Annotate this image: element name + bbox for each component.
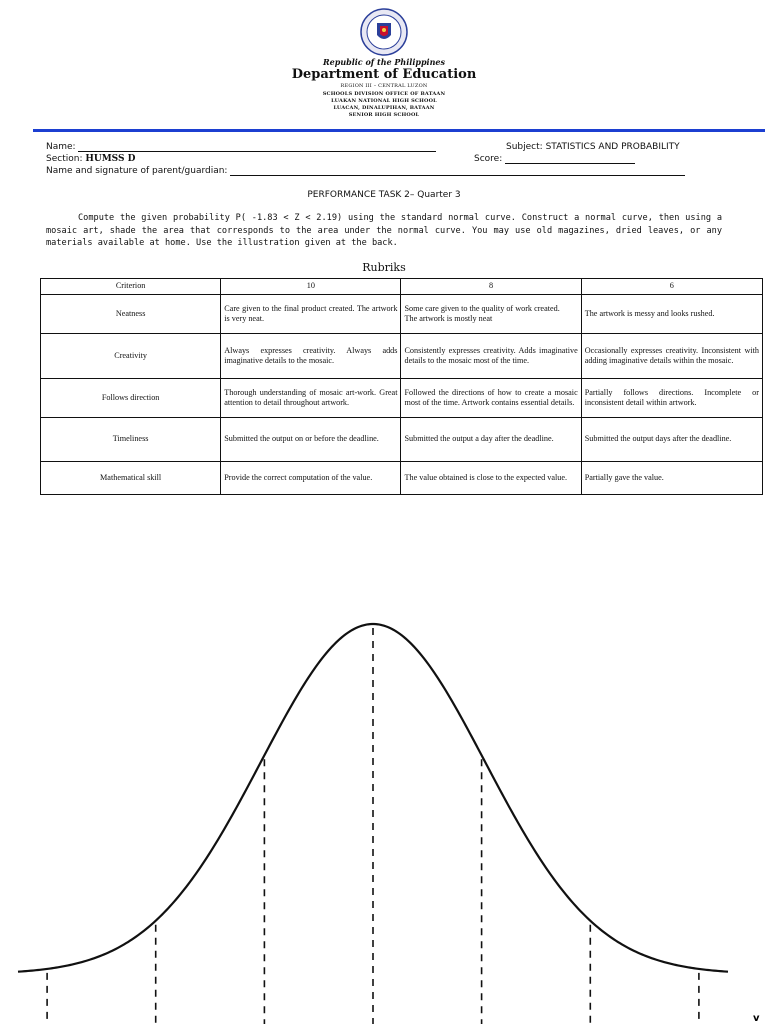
rubric-row [41,379,763,418]
score-row [474,154,635,164]
rubric-header-criterion: Criterion [41,279,221,295]
subject-row [506,142,680,152]
republic-line: Republic of the Philippines [322,57,445,67]
score-10-cell: Care given to the final product created. The artwork is very neat. [221,295,401,334]
parent-label: Name and signature of parent/guardian: [46,166,228,176]
address-line: LUACAN, DINALUPIHAN, BATAAN [333,105,435,111]
name-label: Name: [46,142,76,152]
rubric-table [40,278,763,495]
rubric-row [41,334,763,379]
task-instructions: Compute the given probability P( -1.83 < Z < 2.19) using the standard normal curve. Construct a normal curve, then using a mosaic art, shade the area that corresponds to the area under the normal curve. You may use old magazines, dried leaves, or any materials available at home. Use the illustration given at the back. [46,213,722,248]
section-value: HUMSS D [85,154,136,164]
deped-seal-logo [360,8,408,56]
criterion-cell: Mathematical skill [41,462,221,495]
level-line: SENIOR HIGH SCHOOL [348,112,420,118]
task-title: PERFORMANCE TASK 2– Quarter 3 [307,190,461,200]
score-label: Score: [474,154,503,164]
name-row [46,142,436,152]
name-blank[interactable] [78,142,436,152]
criterion-cell: Follows direction [41,379,221,418]
standard-deviation-dashed-lines [47,628,699,1024]
score-blank[interactable] [505,154,635,164]
header-divider [33,129,765,132]
score-10-cell: Thorough understanding of mosaic art-work. Great attention to detail throughout artwork. [221,379,401,418]
division-line: SCHOOLS DIVISION OFFICE OF BATAAN [322,91,446,97]
criterion-cell: Timeliness [41,418,221,462]
criterion-cell: Neatness [41,295,221,334]
criterion-cell: Creativity [41,334,221,379]
rubric-row [41,295,763,334]
score-6-cell: Submitted the output days after the deadline. [581,418,762,462]
score-10-cell: Provide the correct computation of the value. [221,462,401,495]
score-6-cell: Occasionally expresses creativity. Inconsistent with adding imaginative details within the mosaic. [581,334,762,379]
normal-curve-illustration [0,600,768,1024]
rubric-header-row [41,279,763,295]
score-8-cell: The value obtained is close to the expected value. [401,462,581,495]
rubric-row [41,462,763,495]
rubric-row [41,418,763,462]
subject-value: STATISTICS AND PROBABILITY [545,142,680,152]
score-10-cell: Submitted the output on or before the deadline. [221,418,401,462]
rubric-header-6: 6 [581,279,762,295]
parent-blank[interactable] [230,166,685,176]
section-row [46,154,135,164]
school-line: LUAKAN NATIONAL HIGH SCHOOL [331,98,437,104]
rubric-header-8: 8 [401,279,581,295]
rubric-title: Rubriks [362,261,406,274]
score-6-cell: Partially gave the value. [581,462,762,495]
score-8-cell: Submitted the output a day after the deadline. [401,418,581,462]
section-label: Section: [46,154,83,164]
score-10-cell: Always expresses creativity. Always adds imaginative details to the mosaic. [221,334,401,379]
subject-label: Subject: [506,142,543,152]
parent-row [46,166,685,176]
score-6-cell: The artwork is messy and looks rushed. [581,295,762,334]
score-8-cell: Consistently expresses creativity. Adds imaginative details to the mosaic most of the time. [401,334,581,379]
score-8-cell: Followed the directions of how to create a mosaic most of the time. Artwork contains essential details. [401,379,581,418]
score-8-cell: Some care given to the quality of work created. The artwork is mostly neat [401,295,581,334]
corner-mark: v [753,1013,760,1024]
rubric-header-10: 10 [221,279,401,295]
region-line: REGION III – CENTRAL LUZON [340,83,428,89]
department-title: Department of Education [291,67,477,82]
score-6-cell: Partially follows directions. Incomplete or inconsistent detail within artwork. [581,379,762,418]
